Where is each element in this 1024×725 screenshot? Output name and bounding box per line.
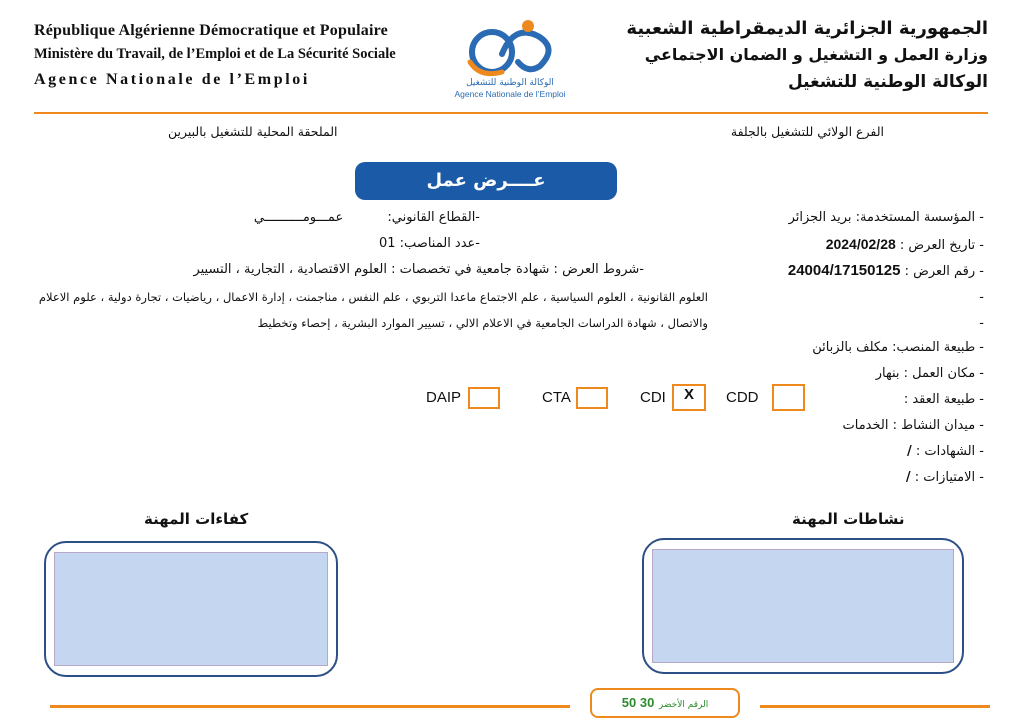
header-divider xyxy=(34,112,988,114)
skills-panel[interactable] xyxy=(44,541,338,677)
contract-nature-label: - طبيعة العقد : xyxy=(903,392,984,407)
legal-sector-field xyxy=(254,210,480,225)
positions-count-field: -عدد المناصب: 01 xyxy=(378,236,480,251)
contract-cdd-checkbox[interactable] xyxy=(772,384,805,411)
employer-field: - المؤسسة المستخدمة: بريد الجزائر xyxy=(788,210,984,225)
offer-number-value: 24004/17150125 xyxy=(787,262,901,279)
document-title: عــــرض عمل xyxy=(355,162,617,200)
ministry-name-fr: Ministère du Travail, de l’Emploi et de La Sécurité Sociale xyxy=(34,46,396,62)
legal-sector-label: -القطاع القانوني: xyxy=(387,210,480,225)
skills-title: كفاءات المهنة xyxy=(144,510,249,528)
activity-field: - ميدان النشاط : الخدمات xyxy=(842,418,984,433)
certificates-field xyxy=(907,444,984,459)
arabic-header xyxy=(626,18,988,92)
activities-panel[interactable] xyxy=(642,538,964,674)
logo-caption-fr: Agence Nationale de l’Emploi xyxy=(454,89,566,99)
certificates-value: / xyxy=(907,444,912,459)
contract-cta-label: CTA xyxy=(542,389,571,406)
workplace-field: - مكان العمل : بنهار xyxy=(875,366,984,381)
offer-conditions-line2: العلوم القانونية ، العلوم السياسية ، علم الاجتماع ماعدا التربوي ، علم النفس ، مناجمنت ، إدارة الاعمال ، رياضيات ، تجارة دولية ، علوم الاعلام xyxy=(38,290,708,304)
position-nature-field: - طبيعة المنصب: مكلف بالزبائن xyxy=(812,340,984,355)
blank-line-1: - xyxy=(979,290,984,305)
blank-line-2: - xyxy=(979,316,984,331)
ministry-name-ar: وزارة العمل و التشغيل و الضمان الاجتماعي xyxy=(644,45,988,64)
green-number-label: الرقم الأخضر xyxy=(658,700,709,710)
french-header xyxy=(34,22,396,89)
offer-number-field xyxy=(788,262,984,279)
footer-rule-left xyxy=(50,705,570,708)
agency-name-ar: الوكالة الوطنية للتشغيل xyxy=(787,72,988,92)
contract-daip-label: DAIP xyxy=(426,389,462,406)
logo-caption xyxy=(440,78,580,99)
privileges-value: / xyxy=(905,470,911,485)
republic-name-fr: République Algérienne Démocratique et Populaire xyxy=(34,22,388,39)
offer-number-label: - رقم العرض : xyxy=(904,264,984,279)
offer-conditions-line3: والاتصال ، شهادة الدراسات الجامعية في الاعلام الالي ، تسيير الموارد البشرية ، إحصاء وتخطيط xyxy=(257,316,708,330)
green-number-badge xyxy=(590,688,740,718)
activities-title: نشاطات المهنة xyxy=(792,510,905,528)
footer-rule-right xyxy=(760,705,990,708)
privileges-field xyxy=(906,470,984,485)
privileges-label: - الامتيازات : xyxy=(914,470,984,485)
contract-cta-checkbox[interactable] xyxy=(576,387,608,409)
activities-panel-content xyxy=(652,549,954,663)
offer-date-label: - تاريخ العرض : xyxy=(899,238,984,253)
offer-conditions-line1: -شروط العرض : شهادة جامعية في تخصصات : العلوم الاقتصادية ، التجارية ، التسيير xyxy=(193,262,644,277)
logo-caption-ar: الوكالة الوطنية للتشغيل xyxy=(466,78,554,88)
wilaya-branch: الفرع الولائي للتشغيل بالجلفة xyxy=(730,124,884,139)
contract-cdd-label: CDD xyxy=(726,389,759,406)
green-number-value: 30 50 xyxy=(621,695,655,710)
republic-name-ar: الجمهورية الجزائرية الديمقراطية الشعبية xyxy=(626,18,988,39)
offer-date-field xyxy=(826,236,984,253)
offer-date-value: 2024/02/28 xyxy=(825,236,896,252)
contract-daip-checkbox[interactable] xyxy=(468,387,500,409)
agency-name-fr: Agence Nationale de l’Emploi xyxy=(34,71,310,88)
skills-panel-content xyxy=(54,552,328,666)
contract-cdi-checkbox[interactable]: X xyxy=(672,384,706,411)
contract-cdi-label: CDI xyxy=(640,389,666,406)
certificates-label: - الشهادات : xyxy=(915,444,984,459)
local-annex: الملحقة المحلية للتشغيل بالبيرين xyxy=(168,124,338,139)
legal-sector-value: عمـــومــــــــــي xyxy=(253,210,344,225)
